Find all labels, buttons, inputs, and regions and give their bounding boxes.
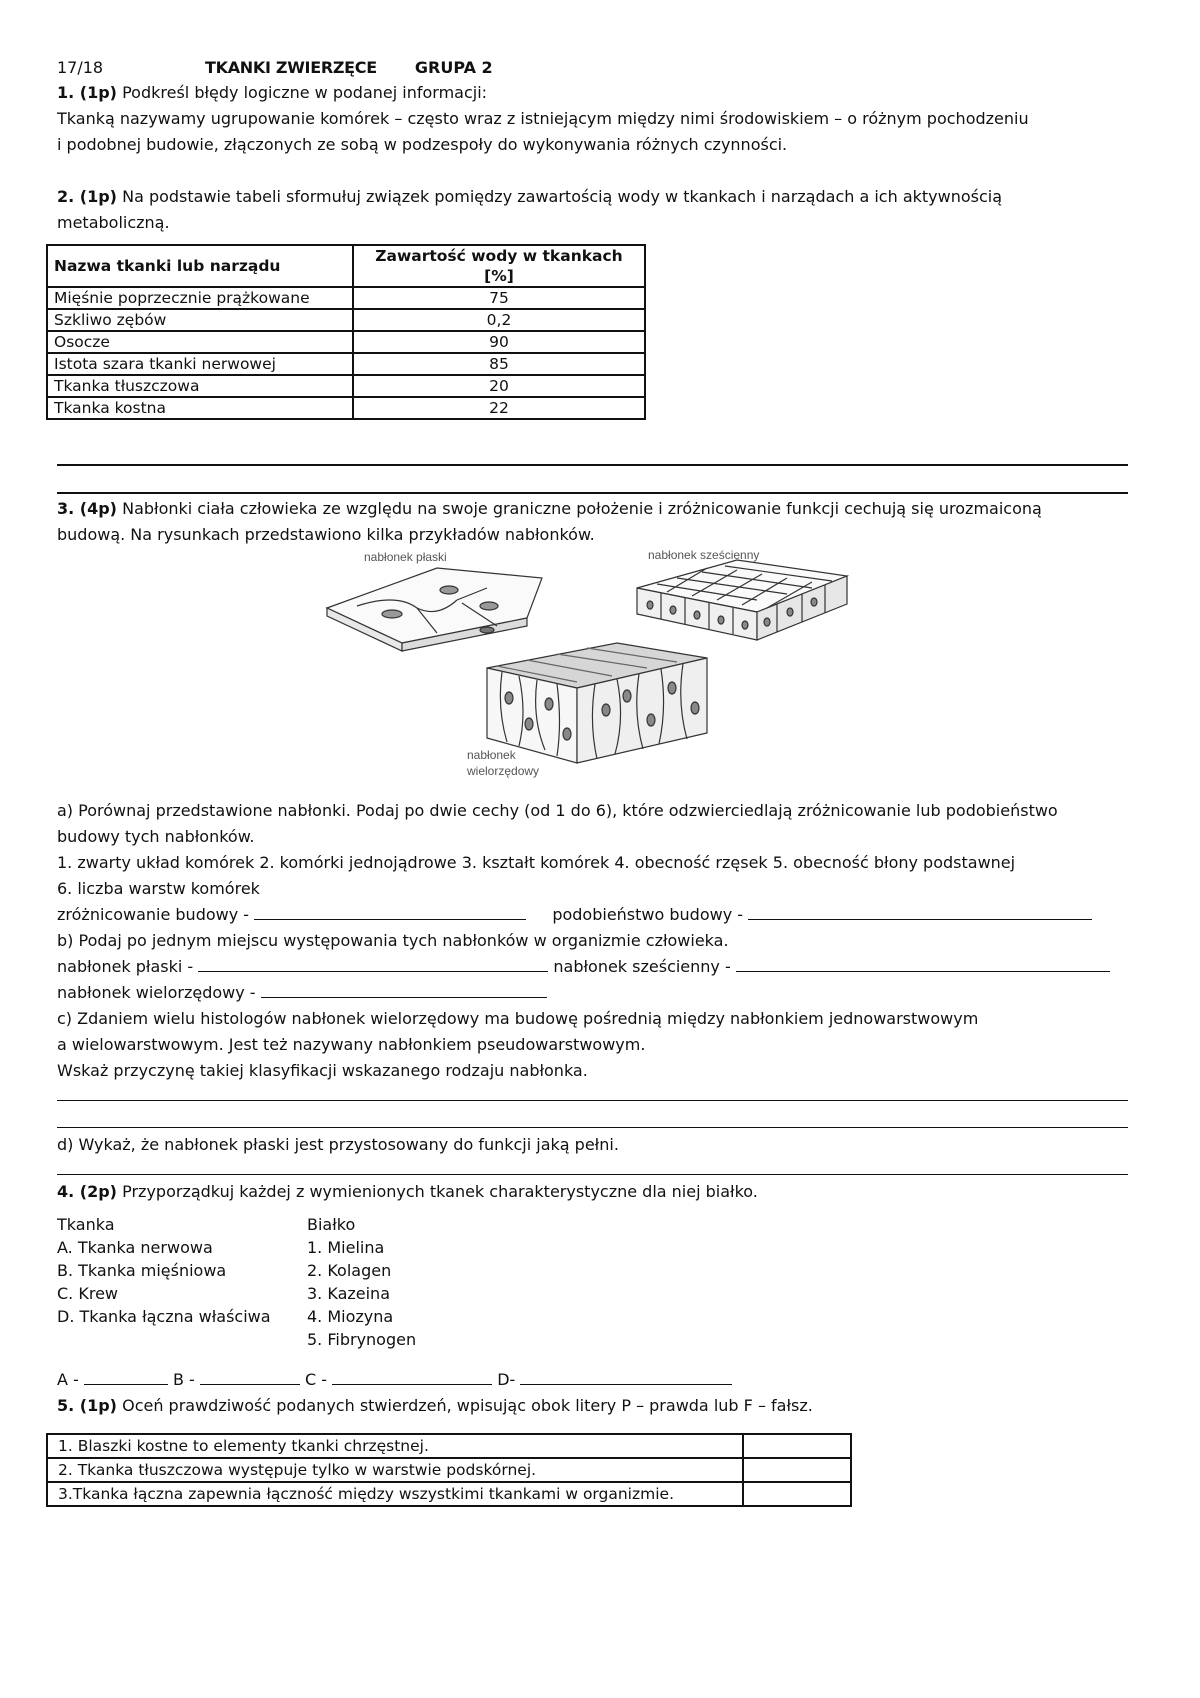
flat-label: nabłonek płaski - [57, 957, 199, 976]
label-multi-epithelium-1: nabłonek [467, 748, 516, 762]
q5-prompt [57, 1393, 1132, 1419]
q2-text: Na podstawie tabeli sformułuj związek pomiędzy zawartością wody w tkankach i narządach a ich aktywnością [122, 187, 1003, 206]
true-false-answer-cell[interactable] [743, 1482, 851, 1506]
true-false-answer-cell[interactable] [743, 1434, 851, 1458]
q2-prompt-cont: metaboliczną. [57, 213, 170, 232]
q2-number: 2. (1p) [57, 187, 117, 206]
q3c-prompt: c) Zdaniem wielu histologów nabłonek wielorzędowy ma budowę pośrednią między nabłonkiem jednowarstwowym [57, 1009, 979, 1028]
answer-b-label: B - [172, 1370, 200, 1389]
list-item: 2. Kolagen [307, 1261, 392, 1280]
table-row [47, 353, 645, 375]
list-item: D. Tkanka łączna właściwa [57, 1307, 271, 1326]
answer-d-label: D- [497, 1370, 521, 1389]
q3b-answers-2 [57, 980, 1132, 1006]
q1-number: 1. (1p) [57, 83, 117, 102]
q1-prompt [57, 80, 1132, 106]
q1-text: Podkreśl błędy logiczne w podanej informacji: [122, 83, 488, 102]
epithelium-drawings [57, 548, 1132, 798]
table-row [47, 397, 645, 419]
flat-epithelium-drawing [327, 568, 542, 651]
q5-text: Oceń prawdziwość podanych stwierdzeń, wpisując obok litery P – prawda lub F – fałsz. [122, 1396, 813, 1415]
list-item: 4. Miozyna [307, 1307, 394, 1326]
answer-c-blank[interactable] [332, 1368, 492, 1385]
worksheet-title: TKANKI ZWIERZĘCE [205, 58, 377, 77]
water-value: 75 [353, 287, 645, 309]
q3a-prompt: a) Porównaj przedstawione nabłonki. Podaj po dwie cechy (od 1 do 6), które odzwierciedlają zróżnicowanie lub podobieństwo [57, 801, 1058, 820]
tissue-name: Szkliwo zębów [47, 309, 353, 331]
table-row [47, 1434, 851, 1458]
col-header-name: Nazwa tkanki lub narządu [47, 245, 353, 287]
statement: 2. Tkanka tłuszczowa występuje tylko w warstwie podskórnej. [47, 1458, 743, 1482]
tissue-name: Tkanka tłuszczowa [47, 375, 353, 397]
q4-text: Przyporządkuj każdej z wymienionych tkanek charakterystyczne dla niej białko. [122, 1182, 758, 1201]
q1-line-1: Tkanką nazywamy ugrupowanie komórek – często wraz z istniejącym między nimi środowiskiem – o różnym pochodzeniu [57, 109, 1029, 128]
list-item: C. Krew [57, 1284, 118, 1303]
table-row [47, 309, 645, 331]
col-header-water: Zawartość wody w tkankach [%] [353, 245, 645, 287]
q3-number: 3. (4p) [57, 499, 117, 518]
q3a-prompt-cont: budowy tych nabłonków. [57, 827, 255, 846]
table-row [47, 331, 645, 353]
statement: 3.Tkanka łączna zapewnia łączność między wszystkimi tkankami w organizmie. [47, 1482, 743, 1506]
list-item: 1. Mielina [307, 1238, 385, 1257]
q3a-options-cont: 6. liczba warstw komórek [57, 879, 260, 898]
answer-line[interactable] [57, 1127, 1128, 1128]
q3c-question: Wskaż przyczynę takiej klasyfikacji wskazanego rodzaju nabłonka. [57, 1061, 588, 1080]
worksheet [54, 56, 1132, 1507]
tissue-name: Istota szara tkanki nerwowej [47, 353, 353, 375]
table-row [47, 1458, 851, 1482]
multi-epithelium-drawing [487, 643, 707, 763]
label-multi-epithelium-2: wielorzędowy [467, 764, 540, 778]
label-flat-epithelium: nabłonek płaski [364, 550, 447, 564]
answer-line[interactable] [57, 1174, 1128, 1175]
sim-label: podobieństwo budowy - [552, 905, 749, 924]
q4-prompt [57, 1179, 1132, 1205]
tissue-name: Mięśnie poprzecznie prążkowane [47, 287, 353, 309]
tissue-column [57, 1213, 307, 1351]
q5-number: 5. (1p) [57, 1396, 117, 1415]
true-false-table [46, 1433, 852, 1507]
diff-label: zróżnicowanie budowy - [57, 905, 255, 924]
q3-prompt-cont: budową. Na rysunkach przedstawiono kilka przykładów nabłonków. [57, 525, 595, 544]
answer-c-label: C - [305, 1370, 333, 1389]
q3b-prompt: b) Podaj po jednym miejscu występowania tych nabłonków w organizmie człowieka. [57, 931, 729, 950]
list-item: A. Tkanka nerwowa [57, 1238, 213, 1257]
q3c-prompt-cont: a wielowarstwowym. Jest też nazywany nabłonkiem pseudowarstwowym. [57, 1035, 646, 1054]
statement: 1. Blaszki kostne to elementy tkanki chrzęstnej. [47, 1434, 743, 1458]
flat-answer-blank[interactable] [198, 955, 548, 972]
q4-answers [57, 1367, 1132, 1393]
table-row [47, 287, 645, 309]
answer-a-label: A - [57, 1370, 84, 1389]
q3b-answers-1 [57, 954, 1132, 980]
q1-line-2: i podobnej budowie, złączonych ze sobą w podzespoły do wykonywania różnych czynności. [57, 135, 788, 154]
diff-answer-blank[interactable] [254, 903, 526, 920]
water-content-table [46, 244, 646, 420]
protein-column-header: Białko [307, 1215, 356, 1234]
q2-prompt [57, 184, 1132, 210]
answer-a-blank[interactable] [84, 1368, 168, 1385]
multi-answer-blank[interactable] [261, 981, 547, 998]
cubic-epithelium-drawing [637, 560, 847, 640]
list-item: 3. Kazeina [307, 1284, 390, 1303]
group-label: GRUPA 2 [414, 58, 493, 77]
cubic-label: nabłonek sześcienny - [553, 957, 736, 976]
cubic-answer-blank[interactable] [736, 955, 1110, 972]
water-value: 0,2 [353, 309, 645, 331]
list-item: B. Tkanka mięśniowa [57, 1261, 227, 1280]
protein-column [307, 1213, 416, 1351]
true-false-answer-cell[interactable] [743, 1458, 851, 1482]
tissue-column-header: Tkanka [57, 1215, 115, 1234]
water-value: 22 [353, 397, 645, 419]
q3-prompt [57, 496, 1132, 522]
tissue-name: Tkanka kostna [47, 397, 353, 419]
q3-text: Nabłonki ciała człowieka ze względu na swoje graniczne położenie i zróżnicowanie funkcji cechują się urozmaiconą [122, 499, 1042, 518]
school-year: 17/18 [57, 58, 104, 77]
answer-b-blank[interactable] [200, 1368, 300, 1385]
matching-columns [57, 1213, 1132, 1351]
section-divider [57, 492, 1128, 494]
label-cubic-epithelium: nabłonek sześcienny [648, 548, 760, 562]
table-row [47, 1482, 851, 1506]
q3a-options: 1. zwarty układ komórek 2. komórki jednojądrowe 3. kształt komórek 4. obecność rzęsek 5. obecność błony podstawnej [57, 853, 1016, 872]
list-item: 5. Fibrynogen [307, 1330, 417, 1349]
q4-number: 4. (2p) [57, 1182, 117, 1201]
multi-label: nabłonek wielorzędowy - [57, 983, 261, 1002]
epithelium-figure [57, 548, 1132, 798]
answer-d-blank[interactable] [520, 1368, 732, 1385]
q3a-answers [57, 902, 1132, 928]
q3d-prompt: d) Wykaż, że nabłonek płaski jest przystosowany do funkcji jaką pełni. [57, 1135, 619, 1154]
water-value: 90 [353, 331, 645, 353]
water-value: 20 [353, 375, 645, 397]
tissue-name: Osocze [47, 331, 353, 353]
water-value: 85 [353, 353, 645, 375]
header [57, 56, 1132, 80]
table-row [47, 375, 645, 397]
sim-answer-blank[interactable] [748, 903, 1092, 920]
